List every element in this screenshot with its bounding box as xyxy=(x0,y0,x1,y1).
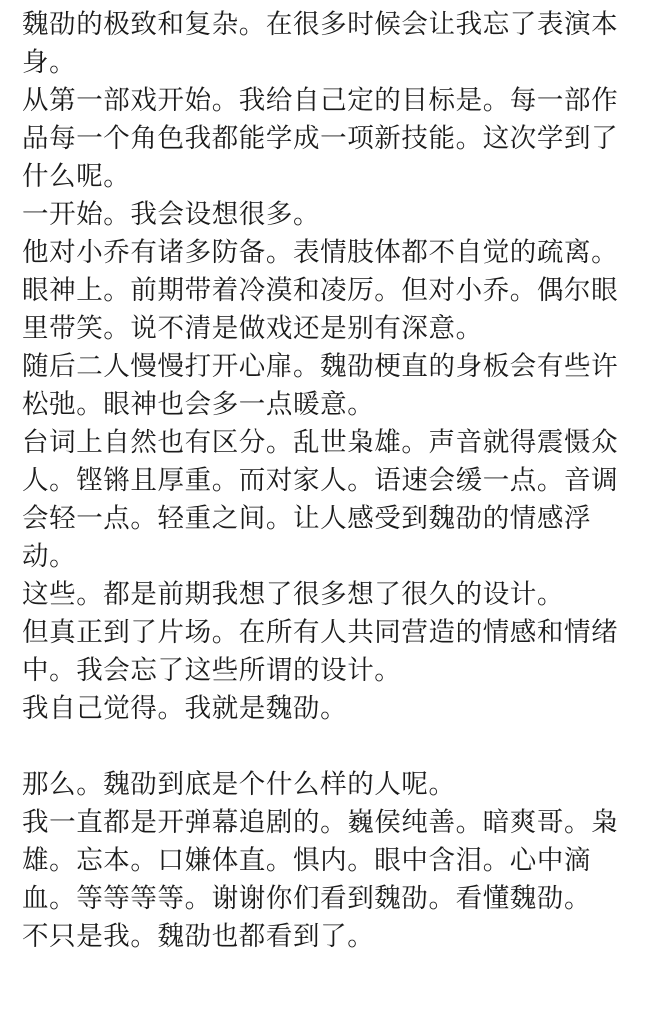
paragraph-9: 但真正到了片场。在所有人共同营造的情感和情绪中。我会忘了这些所谓的设计。 xyxy=(22,617,619,686)
paragraph-11: 那么。魏劭到底是个什么样的人呢。 xyxy=(22,769,456,800)
paragraph-7: 台词上自然也有区分。乱世枭雄。声音就得震慑众人。铿锵且厚重。而对家人。语速会缓一点。音调会轻一点。轻重之间。让人感受到魏劭的情感浮动。 xyxy=(22,427,619,572)
document-body xyxy=(22,6,638,956)
paragraph-10: 我自己觉得。我就是魏劭。 xyxy=(22,693,348,724)
paragraph-12: 我一直都是开弹幕追剧的。巍侯纯善。暗爽哥。枭雄。忘本。口嫌体直。惧内。眼中含泪。心中滴血。等等等等。谢谢你们看到魏劭。看懂魏劭。 xyxy=(22,807,619,914)
paragraph-2: 从第一部戏开始。我给自己定的目标是。每一部作品每一个角色我都能学成一项新技能。这次学到了什么呢。 xyxy=(22,85,619,192)
paragraph-8: 这些。都是前期我想了很多想了很久的设计。 xyxy=(22,579,564,610)
paragraph-6: 随后二人慢慢打开心扉。魏劭梗直的身板会有些许松弛。眼神也会多一点暖意。 xyxy=(22,351,619,420)
paragraph-4: 他对小乔有诸多防备。表情肢体都不自觉的疏离。 xyxy=(22,237,619,268)
paragraph-spacer xyxy=(22,728,638,766)
paragraph-5: 眼神上。前期带着冷漠和凌厉。但对小乔。偶尔眼里带笑。说不清是做戏还是别有深意。 xyxy=(22,275,619,344)
paragraph-3: 一开始。我会设想很多。 xyxy=(22,199,321,230)
paragraph-13: 不只是我。魏劭也都看到了。 xyxy=(22,921,375,952)
paragraph-1: 魏劭的极致和复杂。在很多时候会让我忘了表演本身。 xyxy=(22,9,619,78)
